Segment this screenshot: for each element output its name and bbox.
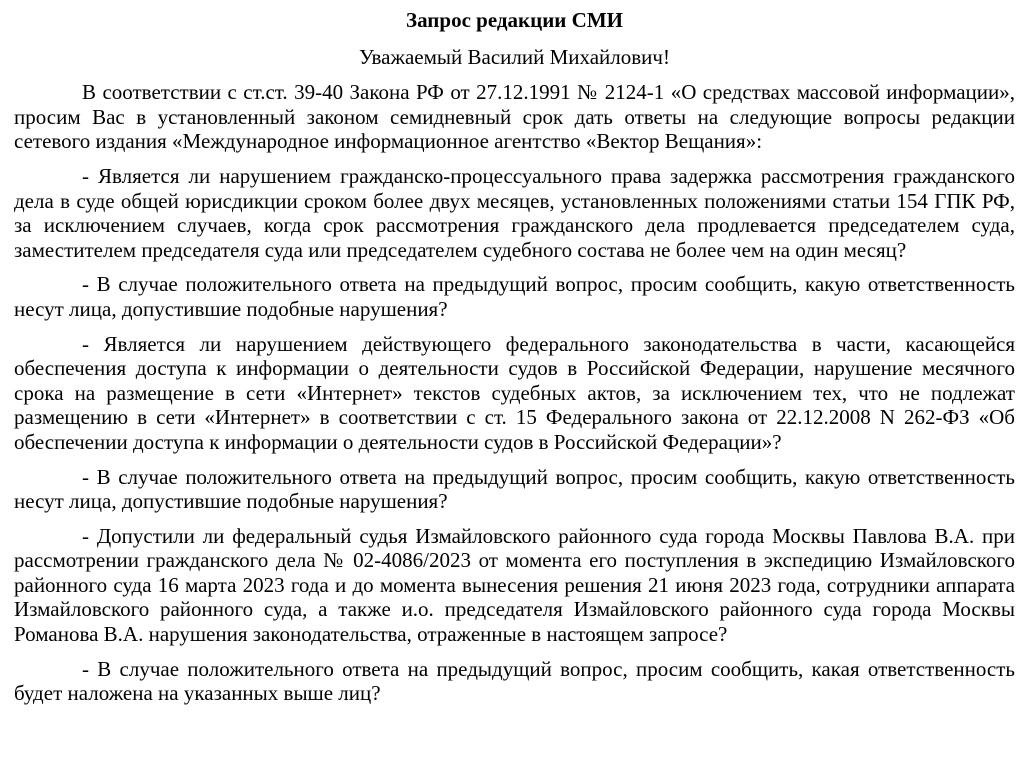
intro-paragraph: В соответствии с ст.ст. 39-40 Закона РФ от 27.12.1991 № 2124-1 «О средствах массовой информации», просим Вас в установленный законом семидневный срок дать ответы на следующие вопросы редакции сетевого издания «Международное информационное агентство «Вектор Вещания»: — [14, 80, 1015, 154]
question-paragraph-1: - Является ли нарушением гражданско-процессуального права задержка рассмотрения гражданского дела в суде общей юрисдикции сроком более двух месяцев, установленных положениями статьи 154 ГПК РФ, за исключением случаев, когда срок рассмотрения гражданского дела продлевается председателем суда, заместителем председателя суда или председателем судебного состава не более чем на один месяц? — [14, 163, 1015, 262]
document-title: Запрос редакции СМИ — [406, 8, 623, 32]
greeting: Уважаемый Василий Михайлович! — [359, 44, 670, 69]
question-paragraph-5: - Допустили ли федеральный судья Измайловского районного суда города Москвы Павлова В.А. при рассмотрении гражданского дела № 02-4086/2023 от момента его поступления в экспедицию Измайловского районного суда 16 марта 2023 года и до момента вынесения решения 21 июня 2023 года, сотрудники аппарата Измайловского районного суда, а также и.о. председателя Измайловского районного суда города Москвы Романова В.А. нарушения законодательства, отраженные в настоящем запросе? — [14, 523, 1015, 647]
question-paragraph-3: - Является ли нарушением действующего федерального законодательства в части, касающейся обеспечения доступа к информации о деятельности судов в Российской Федерации, нарушение месячного срока на размещение в сети «Интернет» текстов судебных актов, за исключением тех, что не подлежат размещению в сети «Интернет» в соответствии с ст. 15 Федерального закона от 22.12.2008 N 262-ФЗ «Об обеспечении доступа к информации о деятельности судов в Российской Федерации»? — [14, 331, 1015, 454]
question-paragraph-6: - В случае положительного ответа на предыдущий вопрос, просим сообщить, какая ответственность будет наложена на указанных выше лиц? — [14, 656, 1015, 706]
question-paragraph-4: - В случае положительного ответа на предыдущий вопрос, просим сообщить, какую ответственность несут лица, допустившие подобные нарушения? — [14, 464, 1015, 514]
question-paragraph-2: - В случае положительного ответа на предыдущий вопрос, просим сообщить, какую ответственность несут лица, допустившие подобные нарушения? — [14, 272, 1015, 321]
